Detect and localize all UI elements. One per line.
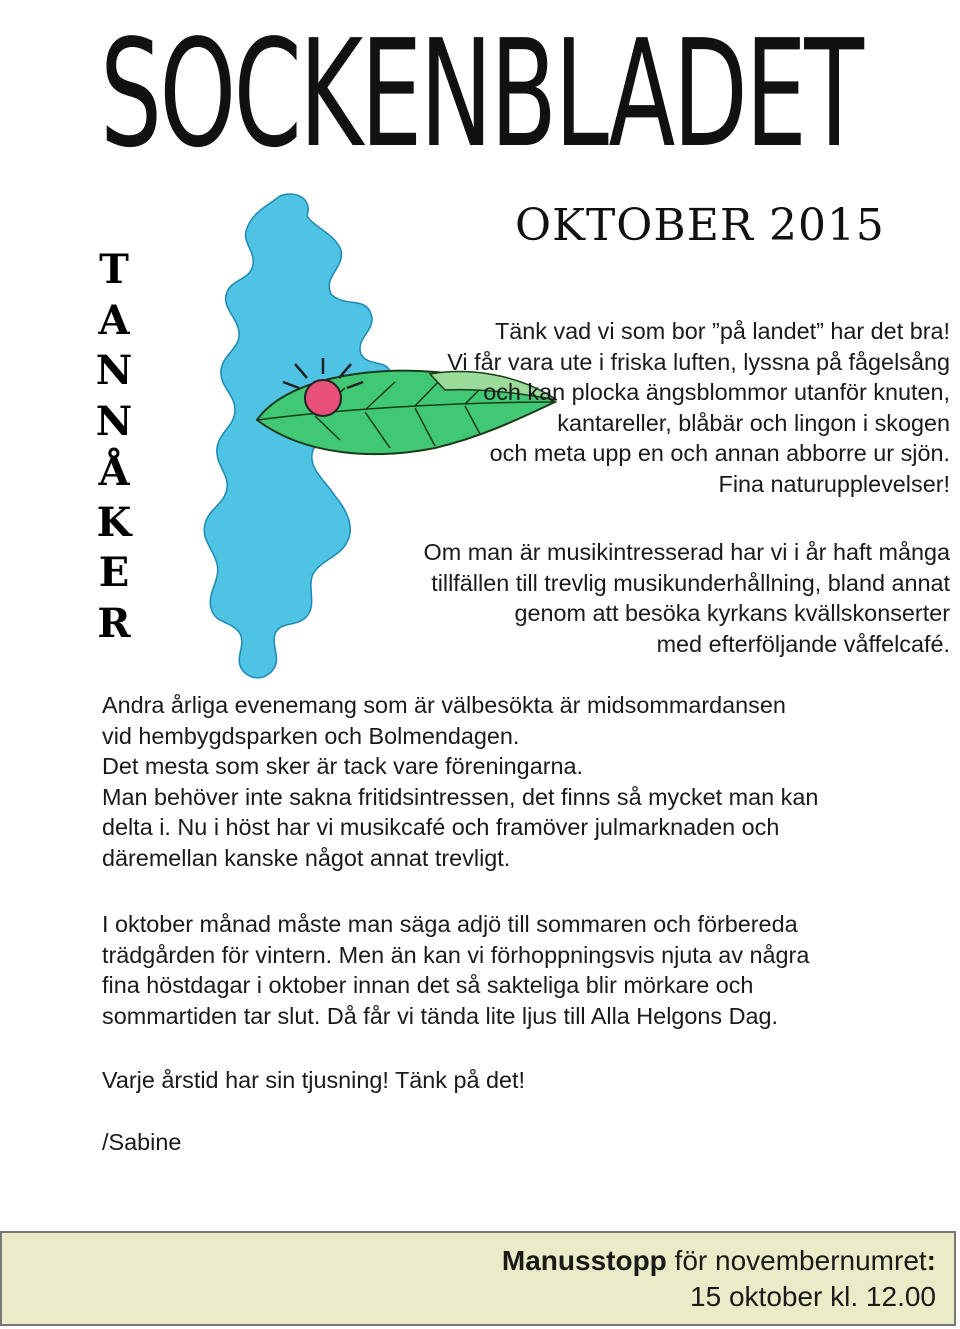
issue-month: OKTOBER	[515, 200, 754, 251]
october-paragraph	[102, 909, 942, 1031]
text-line: däremellan kanske något annat trevligt.	[102, 844, 511, 871]
text-line: Fina naturupplevelser!	[718, 470, 950, 497]
village-letter: Å	[98, 448, 130, 495]
closing-line: Varje årstid har sin tjusning! Tänk på det!	[102, 1067, 525, 1093]
village-letter: N	[95, 347, 133, 394]
events-paragraph	[102, 690, 942, 874]
deadline-heading	[502, 1245, 936, 1277]
issue-date	[515, 200, 885, 251]
village-letter: A	[98, 296, 130, 344]
village-name-vertical	[92, 245, 136, 649]
text-line: I oktober månad måste man säga adjö till sommaren och förbereda	[102, 911, 798, 937]
text-line: trädgården för vintern. Men än kan vi förhoppningsvis njuta av några	[102, 941, 810, 968]
village-letter: N	[95, 397, 133, 445]
text-line: vid hembygdsparken och Bolmendagen.	[102, 722, 520, 749]
village-letter: R	[97, 599, 131, 647]
village-letter: E	[98, 549, 130, 596]
text-line: tillfällen till trevlig musikunderhållning, bland annat	[431, 569, 950, 596]
music-paragraph	[300, 537, 950, 659]
text-line: Andra årliga evenemang som är välbesökta är midsommardansen	[102, 692, 786, 718]
village-letter: T	[99, 246, 129, 293]
signature: /Sabine	[102, 1129, 182, 1155]
text-line: Tänk vad vi som bor ”på landet” har det bra!	[494, 318, 950, 344]
text-line: Vi får vara ute i friska luften, lyssna på fågelsång	[447, 348, 950, 375]
text-line: fina höstdagar i oktober innan det så sakteliga blir mörkare och	[102, 972, 754, 999]
deadline-date: 15 oktober kl. 12.00	[690, 1281, 936, 1312]
text-line: med efterföljande våffelcafé.	[656, 630, 950, 657]
deadline-box	[0, 1231, 956, 1326]
deadline-heading-rest: för novembernumret	[666, 1245, 927, 1276]
text-line: Om man är musikintresserad har vi i år haft många	[423, 539, 950, 565]
text-line: genom att besöka kyrkans kvällskonserter	[514, 600, 950, 627]
issue-year: 2015	[768, 200, 885, 251]
masthead-title: SOCKENBLADET	[100, 8, 862, 180]
text-line: delta i. Nu i höst har vi musikcafé och framöver julmarknaden och	[102, 814, 780, 841]
text-line: sommartiden tar slut. Då får vi tända lite ljus till Alla Helgons Dag.	[102, 1002, 779, 1029]
text-line: och kan plocka ängsblommor utanför knuten,	[483, 379, 950, 406]
text-line: kantareller, blåbär och lingon i skogen	[557, 409, 950, 436]
village-letter: K	[96, 498, 132, 546]
text-line: Det mesta som sker är tack vare föreningarna.	[102, 753, 584, 780]
text-line: Man behöver inte sakna fritidsintressen, det finns så mycket man kan	[102, 783, 819, 810]
deadline-bold-word: Manusstopp	[501, 1245, 667, 1276]
deadline-colon: :	[926, 1245, 936, 1276]
intro-paragraph	[300, 316, 950, 500]
text-line: och meta upp en och annan abborre ur sjön.	[489, 440, 950, 467]
